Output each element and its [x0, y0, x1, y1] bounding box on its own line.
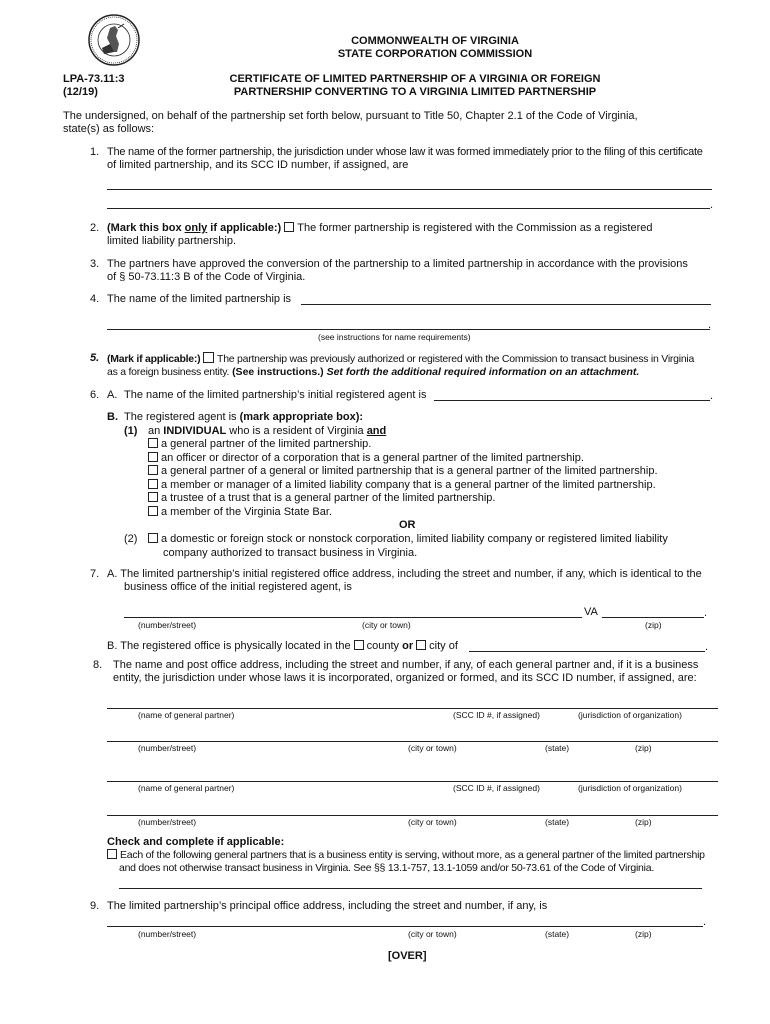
item2-text: The former partnership is registered with the Commission as a registered: [297, 222, 653, 234]
form-title-line1: CERTIFICATE OF LIMITED PARTNERSHIP OF A VIRGINIA OR FOREIGN: [229, 73, 601, 85]
va-label: VA: [584, 606, 598, 618]
item8-line1: The name and post office address, including the street and number, if any, of each general partner and, if it is a business: [113, 659, 699, 671]
item1-number: 1.: [90, 146, 100, 158]
org-commission: STATE CORPORATION COMMISSION: [337, 48, 533, 60]
option2-line1[interactable]: [148, 533, 668, 546]
sub-option-4[interactable]: [148, 479, 656, 492]
locality-field[interactable]: [469, 651, 705, 652]
office-zip-field[interactable]: [602, 617, 704, 618]
item1-line2: of limited partnership, and its SCC ID number, if assigned, are: [107, 159, 409, 171]
cap-gp-state: (state): [545, 743, 570, 753]
item2-prefix-only: only: [184, 222, 208, 234]
item2-number: 2.: [90, 222, 100, 234]
option2-text: a domestic or foreign stock or nonstock corporation, limited liability company or registered limited liability: [161, 533, 668, 545]
item1-line1: The name of the former partnership, the jurisdiction under whose law it was formed immediately prior to the filing of this certificate: [107, 146, 703, 158]
sub-option-checkbox[interactable]: [148, 452, 158, 462]
state-seal-logo: [88, 14, 140, 66]
gp1-name-field[interactable]: [107, 708, 718, 709]
item9-text: The limited partnership’s principal office address, including the street and number, if any, is: [107, 900, 548, 912]
sub-option-6[interactable]: [148, 506, 332, 519]
sub-option-3[interactable]: [148, 465, 658, 478]
cap-gp-street: (number/street): [138, 817, 197, 827]
item2-checkbox[interactable]: [284, 222, 294, 232]
opt1-c: who is a resident of Virginia: [226, 425, 367, 437]
office-street-field[interactable]: [124, 617, 582, 618]
item2-prefix-b: if applicable:): [207, 222, 282, 234]
item4-number: 4.: [90, 293, 100, 305]
city-checkbox[interactable]: [416, 640, 426, 650]
item1-field-line1[interactable]: [107, 189, 712, 190]
cap-gp-street: (number/street): [138, 743, 197, 753]
item2-prefix-a: (Mark this box: [107, 222, 185, 234]
item8-line2: entity, the jurisdiction under whose laws it is incorporated, organized or formed, and its SCC ID number, if assigned, are:: [113, 672, 697, 684]
item5-checkbox[interactable]: [203, 352, 214, 363]
cap-gp-name: (name of general partner): [138, 710, 235, 720]
option1-text: [148, 425, 386, 438]
intro-line2: state(s) as follows:: [63, 123, 155, 135]
item3-number: 3.: [90, 258, 100, 270]
form-date: (12/19): [63, 86, 98, 98]
cap-street: (number/street): [138, 620, 197, 630]
opt1-b: INDIVIDUAL: [163, 425, 227, 437]
sub-option-checkbox[interactable]: [148, 506, 158, 516]
item1-field-line2[interactable]: [107, 208, 710, 209]
cap-po-state: (state): [545, 929, 570, 939]
item5-number: 5.: [90, 352, 100, 364]
item3-line2: of § 50-73.11:3 B of the Code of Virginia.: [107, 271, 306, 283]
sub-option-label: a general partner of a general or limited partnership that is a general partner of the limited partnership.: [161, 465, 658, 477]
item6-b-text-b: (mark appropriate box):: [239, 411, 364, 423]
cap-gp-city: (city or town): [408, 817, 457, 827]
option1-number: (1): [124, 425, 138, 437]
sub-option-label: a member of the Virginia State Bar.: [161, 506, 332, 518]
item9-number: 9.: [90, 900, 100, 912]
cap-gp-city: (city or town): [408, 743, 457, 753]
check-line1[interactable]: [107, 849, 705, 862]
sub-option-label: an officer or director of a corporation that is a general partner of the limited partnership.: [161, 452, 584, 464]
item5-line2: [107, 366, 639, 379]
or-label: or: [402, 640, 414, 652]
item7-number: 7.: [90, 568, 100, 580]
sub-option-2[interactable]: [148, 452, 584, 465]
check-title: Check and complete if applicable:: [107, 836, 285, 848]
cap-gp-jurisdiction: (jurisdiction of organization): [578, 710, 682, 720]
gp2-address-field[interactable]: [107, 815, 718, 816]
cap-zip: (zip): [645, 620, 662, 630]
seal-icon: [88, 14, 140, 66]
business-entity-checkbox[interactable]: [107, 849, 117, 859]
sub-option-checkbox[interactable]: [148, 479, 158, 489]
option2-number: (2): [124, 533, 138, 545]
option2-line2: company authorized to transact business in Virginia.: [163, 547, 418, 559]
city-label: city of: [429, 640, 458, 652]
sub-option-5[interactable]: [148, 492, 495, 505]
item3-line1: The partners have approved the conversion of the partnership to a limited partnership in accordance with the provisions: [107, 258, 688, 270]
form-number: LPA-73.11:3: [63, 73, 125, 85]
business-entity-field[interactable]: [119, 888, 702, 889]
cap-po-city: (city or town): [408, 929, 457, 939]
item5-l2c: Set forth the additional required information on an attachment.: [326, 366, 640, 378]
cap-gp-zip: (zip): [635, 743, 652, 753]
item4-field-line1[interactable]: [301, 304, 711, 305]
sub-option-1[interactable]: [148, 438, 371, 451]
item5-line1: [107, 352, 694, 366]
cap-gp-state: (state): [545, 817, 570, 827]
period: .: [705, 641, 709, 653]
period: .: [710, 199, 714, 211]
cap-gp-scc: (SCC ID #, if assigned): [453, 783, 540, 793]
item6-b-label: B.: [107, 411, 118, 423]
sub-option-label: a member or manager of a limited liability company that is a general partner of the limited partnership.: [161, 479, 656, 491]
intro-line1: The undersigned, on behalf of the partnership set forth below, pursuant to Title 50, Chapter 2.1 of the Code of Virginia,: [63, 110, 638, 122]
county-label: county: [366, 640, 400, 652]
check-line2: and does not otherwise transact business in Virginia. See §§ 13.1-757, 13.1-1059 and/or 50-73.61 of the Code of Virginia.: [119, 862, 654, 874]
item2-line2: limited liability partnership.: [107, 235, 236, 247]
period: .: [708, 319, 712, 331]
item7-a-line1: A. The limited partnership’s initial registered office address, including the street and number, if any, which is identical to the: [107, 568, 702, 580]
item7-a-line2: business office of the initial registered agent, is: [124, 581, 352, 593]
sub-option-checkbox[interactable]: [148, 465, 158, 475]
item5-l2b: (See instructions.): [232, 366, 324, 378]
cap-city: (city or town): [362, 620, 411, 630]
cap-po-zip: (zip): [635, 929, 652, 939]
form-title-line2: PARTNERSHIP CONVERTING TO A VIRGINIA LIMITED PARTNERSHIP: [233, 86, 597, 98]
gp1-address-field[interactable]: [107, 741, 718, 742]
cap-gp-jurisdiction: (jurisdiction of organization): [578, 783, 682, 793]
item4-field-line2[interactable]: [107, 329, 710, 330]
item2-line1: [107, 222, 652, 235]
period: .: [710, 390, 714, 402]
item7-b-line: [107, 640, 458, 653]
principal-office-field[interactable]: [107, 926, 703, 927]
cap-po-street: (number/street): [138, 929, 197, 939]
item6-b-text: [124, 411, 363, 424]
item4-caption: (see instructions for name requirements): [318, 332, 471, 342]
item5-l2a: as a foreign business entity.: [107, 366, 230, 378]
check-text: Each of the following general partners that is a business entity is serving, without more, as a general partner of the limited partnership: [120, 849, 705, 861]
sub-option-checkbox[interactable]: [148, 492, 158, 502]
sub-option-label: a general partner of the limited partnership.: [161, 438, 372, 450]
sub-option-checkbox[interactable]: [148, 438, 158, 448]
item6-b-text-a: The registered agent is: [124, 411, 240, 423]
item5-prefix: (Mark if applicable:): [107, 353, 201, 365]
item5-text: The partnership was previously authorized or registered with the Commission to transact business in Virginia: [217, 353, 695, 365]
period: .: [704, 607, 708, 619]
sub-option-label: a trustee of a trust that is a general partner of the limited partnership.: [161, 492, 496, 504]
registered-agent-field[interactable]: [434, 400, 710, 401]
gp2-name-field[interactable]: [107, 781, 718, 782]
over-indicator: [OVER]: [388, 950, 427, 962]
cap-gp-zip: (zip): [635, 817, 652, 827]
option2-checkbox[interactable]: [148, 533, 158, 543]
or-separator: OR: [399, 519, 416, 531]
item6-a-text: The name of the limited partnership’s initial registered agent is: [124, 389, 427, 401]
item4-label: The name of the limited partnership is: [107, 293, 292, 305]
period: .: [703, 916, 707, 928]
org-name: COMMONWEALTH OF VIRGINIA: [351, 35, 519, 47]
item6-number: 6.: [90, 389, 100, 401]
item6-a-label: A.: [107, 389, 118, 401]
item8-number: 8.: [93, 659, 103, 671]
item7-b-text: B. The registered office is physically located in the: [107, 640, 351, 652]
county-checkbox[interactable]: [354, 640, 364, 650]
cap-gp-name: (name of general partner): [138, 783, 235, 793]
opt1-a: an: [148, 425, 164, 437]
cap-gp-scc: (SCC ID #, if assigned): [453, 710, 540, 720]
opt1-d: and: [366, 425, 387, 437]
